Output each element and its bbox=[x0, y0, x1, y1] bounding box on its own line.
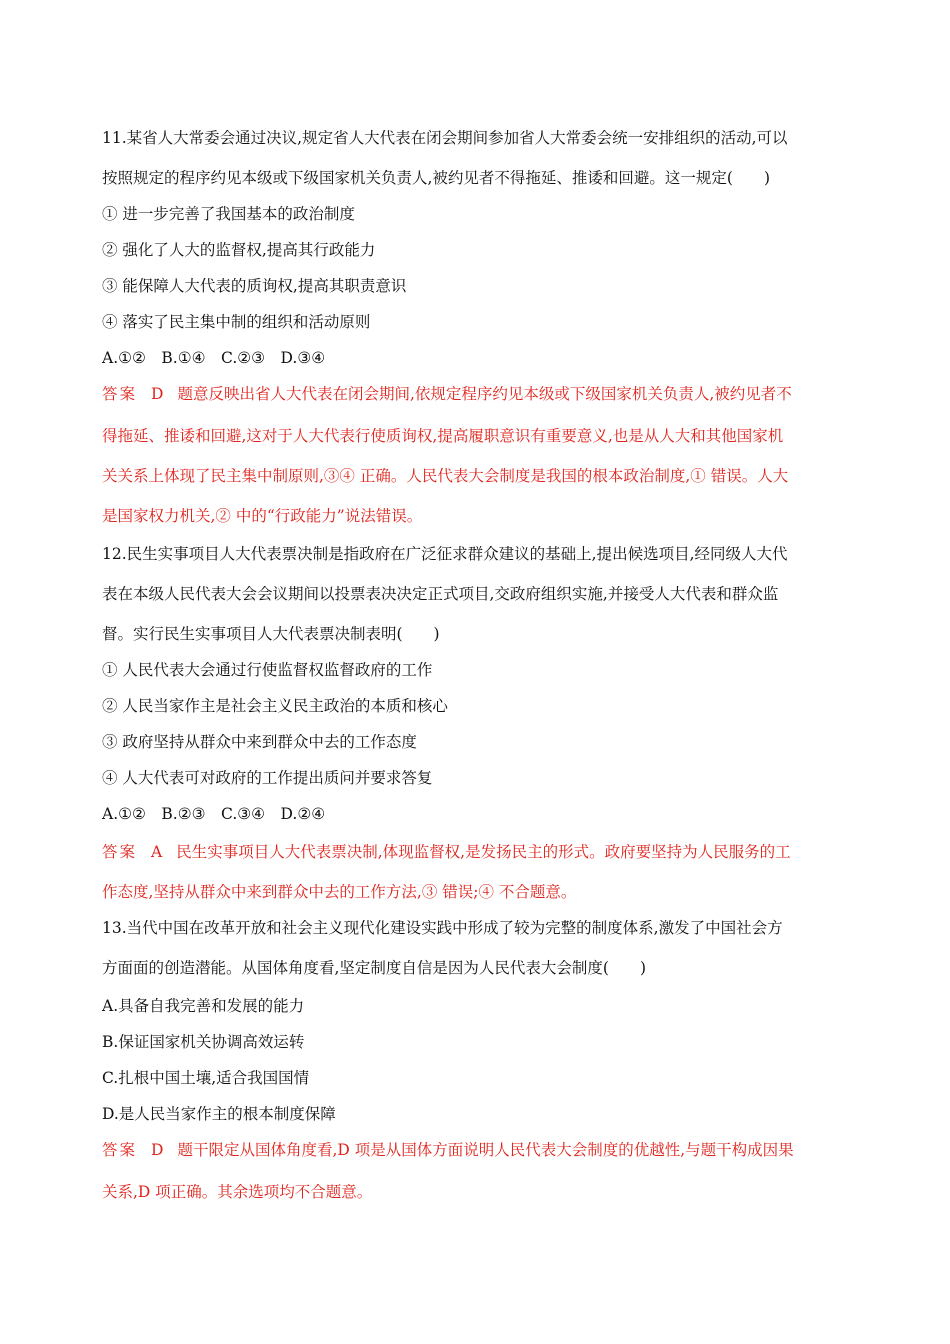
answer-letter: D bbox=[151, 1141, 164, 1159]
question-11-stem-line-1: 11.某省人大常委会通过决议,规定省人大代表在闭会期间参加省人大常委会统一安排组织的活动,可以 bbox=[102, 129, 788, 147]
question-11-stem-line-2: 按照规定的程序约见本级或下级国家机关负责人,被约见者不得拖延、推诿和回避。这一规定( ) bbox=[102, 169, 771, 187]
question-13-answer-line-2: 关系,D 项正确。其余选项均不合题意。 bbox=[102, 1183, 373, 1201]
question-12-statement-2: ② 人民当家作主是社会主义民主政治的本质和核心 bbox=[102, 697, 448, 715]
question-13-answer-line-1 bbox=[102, 1140, 862, 1160]
answer-tag: 答案 bbox=[102, 385, 138, 403]
question-12-statement-3: ③ 政府坚持从群众中来到群众中去的工作态度 bbox=[102, 733, 417, 751]
question-13-option-b: B.保证国家机关协调高效运转 bbox=[102, 1033, 305, 1051]
question-12-statement-4: ④ 人大代表可对政府的工作提出质问并要求答复 bbox=[102, 769, 433, 787]
answer-explanation: 题干限定从国体角度看,D 项是从国体方面说明人民代表大会制度的优越性,与题干构成因果 bbox=[177, 1141, 794, 1159]
question-11-statement-3: ③ 能保障人大代表的质询权,提高其职责意识 bbox=[102, 277, 407, 295]
question-11-statement-1: ① 进一步完善了我国基本的政治制度 bbox=[102, 205, 355, 223]
question-11-options: A.①② B.①④ C.②③ D.③④ bbox=[102, 349, 326, 367]
question-13-option-a: A.具备自我完善和发展的能力 bbox=[102, 997, 305, 1015]
question-12-stem-line-2: 表在本级人民代表大会会议期间以投票表决决定正式项目,交政府组织实施,并接受人大代表和群众监 bbox=[102, 585, 779, 603]
question-12-answer-line-1 bbox=[102, 842, 862, 862]
question-12-options: A.①② B.②③ C.③④ D.②④ bbox=[102, 805, 326, 823]
answer-tag: 答案 bbox=[102, 1141, 138, 1159]
question-13-stem-line-2: 方面面的创造潜能。从国体角度看,坚定制度自信是因为人民代表大会制度( ) bbox=[102, 959, 647, 977]
question-11-answer-line-4: 是国家权力机关,② 中的“行政能力”说法错误。 bbox=[102, 507, 423, 525]
question-13-option-d: D.是人民当家作主的根本制度保障 bbox=[102, 1105, 336, 1123]
question-12-stem-line-1: 12.民生实事项目人大代表票决制是指政府在广泛征求群众建议的基础上,提出候选项目,经同级人大代 bbox=[102, 545, 788, 563]
answer-letter: D bbox=[151, 385, 164, 403]
question-12-statement-1: ① 人民代表大会通过行使监督权监督政府的工作 bbox=[102, 661, 433, 679]
question-11-answer-line-3: 关关系上体现了民主集中制原则,③④ 正确。人民代表大会制度是我国的根本政治制度,① 错误。人大 bbox=[102, 467, 789, 485]
answer-tag: 答案 bbox=[102, 843, 138, 861]
question-11-answer-line-2: 得拖延、推诿和回避,这对于人大代表行使质询权,提高履职意识有重要意义,也是从人大和其他国家机 bbox=[102, 427, 784, 445]
question-11-statement-4: ④ 落实了民主集中制的组织和活动原则 bbox=[102, 313, 371, 331]
question-13-option-c: C.扎根中国土壤,适合我国国情 bbox=[102, 1069, 310, 1087]
answer-explanation: 题意反映出省人大代表在闭会期间,依规定程序约见本级或下级国家机关负责人,被约见者不 bbox=[177, 385, 792, 403]
answer-letter: A bbox=[151, 843, 163, 861]
question-13-stem-line-1: 13.当代中国在改革开放和社会主义现代化建设实践中形成了较为完整的制度体系,激发了中国社会方 bbox=[102, 919, 783, 937]
answer-explanation: 民生实事项目人大代表票决制,体现监督权,是发扬民主的形式。政府要坚持为人民服务的工 bbox=[176, 843, 791, 861]
question-12-stem-line-3: 督。实行民生实事项目人大代表票决制表明( ) bbox=[102, 625, 440, 643]
question-12-answer-line-2: 作态度,坚持从群众中来到群众中去的工作方法,③ 错误;④ 不合题意。 bbox=[102, 883, 577, 901]
question-11-answer-line-1 bbox=[102, 384, 862, 404]
question-11-statement-2: ② 强化了人大的监督权,提高其行政能力 bbox=[102, 241, 376, 259]
